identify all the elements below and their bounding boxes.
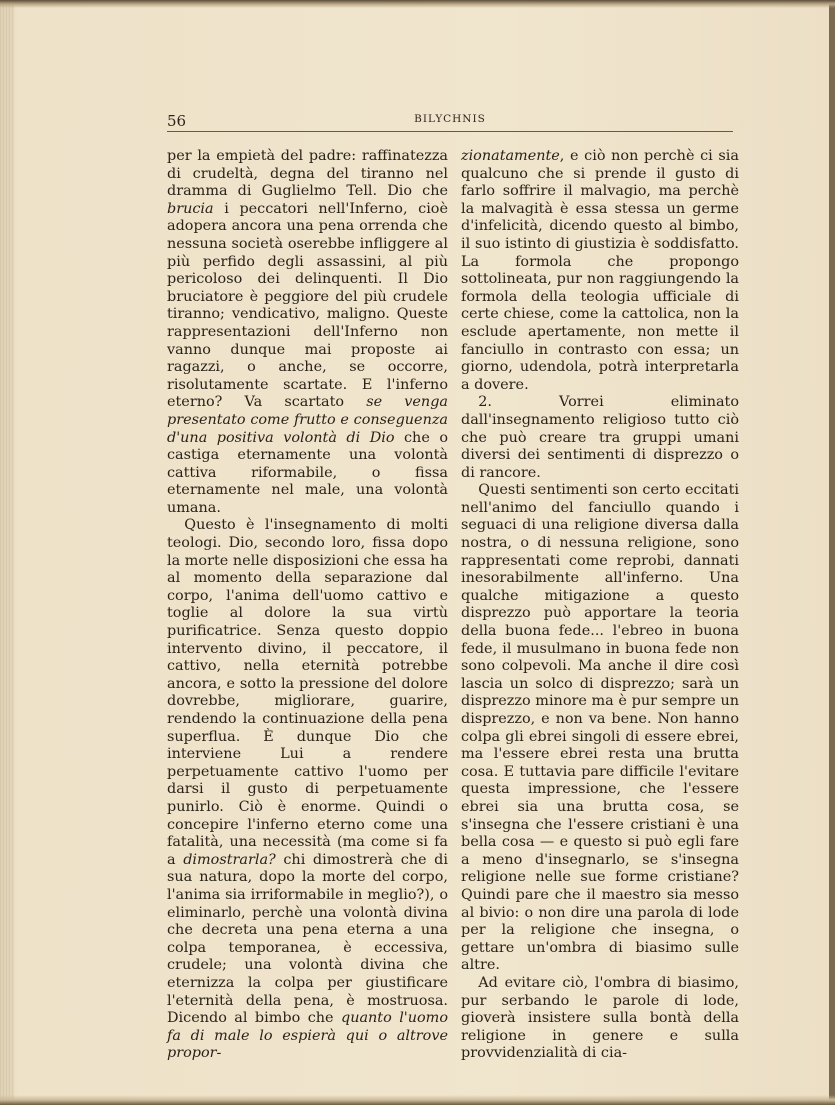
- running-head: BILYCHNIS: [414, 113, 486, 125]
- page-stack-edge-left: [0, 0, 14, 1105]
- paragraph: [167, 148, 448, 517]
- left-column: [167, 148, 448, 1063]
- page-header: [167, 110, 733, 132]
- paragraph: [461, 482, 739, 975]
- italic-text: se venga presentato come frutto e conseguenza d'una positiva volontà di Dio: [167, 394, 448, 446]
- text-run: , e ciò non perchè ci sia qualcuno che si prende il gusto di farlo soffrire il malvagio, ma perchè la malvagità è essa stessa un germe d'infelicità, dicendo questo al bimbo, il suo istinto di giustizia è soddisfatto. La formola che propongo sottolineata, pur non raggiungendo la formola della teologia ufficiale di certe chiese, come la cattolica, non la esclude apertamente, non mette il fanciullo in contrasto con essa; un giorno, udendola, potrà interpretarla a dovere.: [461, 148, 739, 393]
- text-run: chi dimostrerà che di sua natura, dopo la morte del corpo, l'anima sia irriformabile in meglio?), o eliminarlo, perchè una volontà divina che decreta una pena eterna a una colpa temporanea, è eccessiva, crudele; una volontà divina che eternizza la colpa per giustificare l'eternità della pena, è mostruosa. Dicendo al bimbo che: [167, 851, 448, 1027]
- paragraph: [461, 975, 739, 1063]
- italic-text: brucia: [167, 200, 214, 217]
- italic-text: dimostrarla?: [183, 851, 276, 868]
- text-run: i peccatori nell'Inferno, cioè adopera ancora una pena orrenda che nessuna società oserebbe infliggere al più perfido degli assassini, al più pericoloso dei delinquenti. Il Dio bruciatore è peggiore del più crudele tiranno; vendicativo, maligno. Queste rappresentazioni dell'Inferno non vanno dunque mai proposte ai ragazzi, o anche, se occorre, risolutamente scartate. E l'inferno eterno? Va scartato: [167, 200, 448, 411]
- text-run: che o castiga eternamente una volontà cattiva riformabile, o fissa eternamente nel male, una volontà umana.: [167, 429, 448, 516]
- header-rule: [167, 131, 733, 132]
- paragraph: [461, 148, 739, 394]
- text-run: Questi sentimenti son certo eccitati nell'animo del fanciullo quando i seguaci di una religione diversa dalla nostra, o di nessuna religione, sono rappresentati come reprobi, dannati inesorabilmente all'inferno. Una qualche mitigazione a questo disprezzo può apportare la teoria della buona fede... l'ebreo in buona fede, il musulmano in buona fede non sono colpevoli. Ma anche il dire così lascia un solco di disprezzo; sarà un disprezzo minore ma è pur sempre un disprezzo, e non va bene. Non hanno colpa gli ebrei singoli di essere ebrei, ma l'essere ebrei resta una brutta cosa. E tuttavia pare difficile l'evitare questa impressione, che l'essere ebrei sia una brutta cosa, se s'insegna che l'essere cristiani è una bella cosa — e questo si può egli fare a meno d'insegnarlo, se s'insegna religione nelle sue forme cristiane? Quindi pare che il maestro sia messo al bivio: o non dire una parola di lode per la religione che insegna, o gettare un'ombra di biasimo sulle altre.: [461, 482, 739, 974]
- text-run: Ad evitare ciò, l'ombra di biasimo, pur serbando le parole di lode, gioverà insistere sulla bontà della religione in genere e sulla provvidenzialità di cia-: [461, 974, 739, 1062]
- page-edge-right: [829, 0, 835, 1105]
- italic-text: zionatamente: [461, 148, 560, 164]
- text-run: per la empietà del padre: raffinatezza di crudeltà, degna del tiranno nel dramma di Guglielmo Tell. Dio che: [167, 148, 448, 200]
- paragraph: [461, 394, 739, 482]
- text-run: Questo è l'insegnamento di molti teologi. Dio, secondo loro, fissa dopo la morte nelle disposizioni che essa ha al momento della separazione dal corpo, l'anima dell'uomo cattivo e toglie al dolore la sua virtù purificatrice. Senza questo doppio intervento divino, il peccatore, il cattivo, nella eternità potrebbe ancora, e sotto la pressione del dolore dovrebbe, migliorare, guarire, rendendo la continuazione della pena superflua. È dunque Dio che interviene Lui a rendere perpetuamente cattivo l'uomo per darsi il gusto di perpetuamente punirlo. Ciò è enorme. Quindi o concepire l'inferno eterno come una fatalità, una necessità (ma come si fa a: [167, 517, 448, 868]
- page-edge-bottom: [0, 1095, 835, 1105]
- page-edge-top: [0, 0, 835, 8]
- page-number: 56: [167, 112, 187, 130]
- text-run: 2. Vorrei eliminato dall'insegnamento religioso tutto ciò che può creare tra gruppi umani diversi dei sentimenti di disprezzo o di rancore.: [461, 394, 739, 481]
- italic-text: quanto l'uomo fa di male lo espierà qui o altrove propor-: [167, 1010, 448, 1062]
- paragraph: [167, 517, 448, 1062]
- right-column: [461, 148, 739, 1063]
